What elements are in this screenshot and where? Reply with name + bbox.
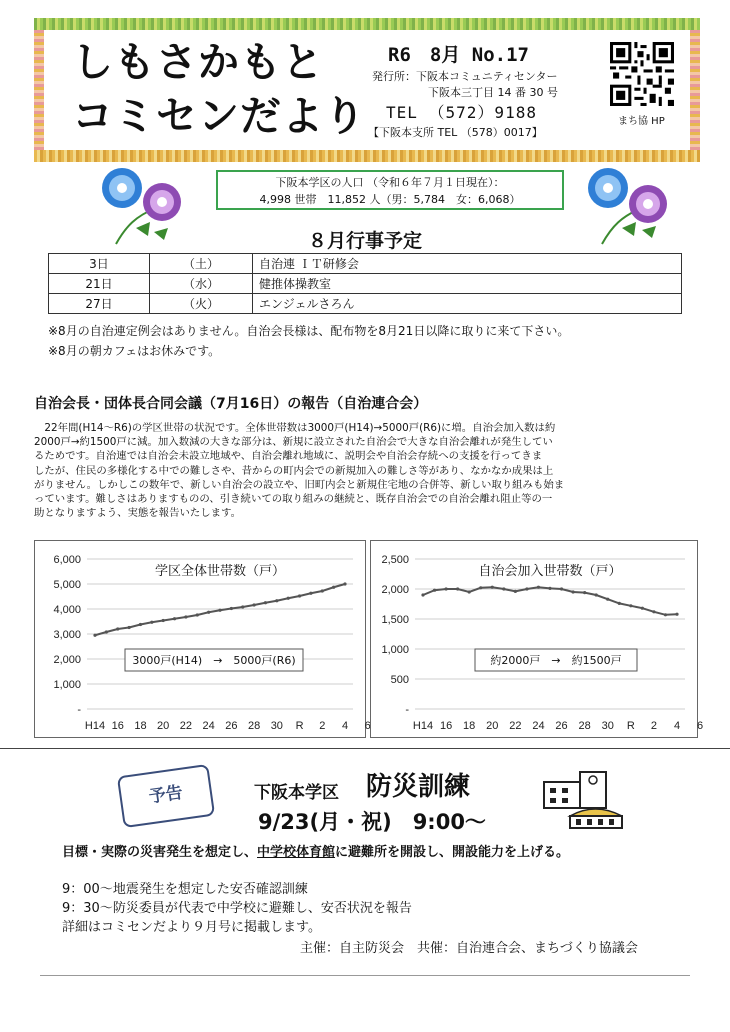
event-day: （水） [150, 274, 253, 294]
y-tick-label: - [405, 704, 409, 716]
report-line: るためです。自治連では自治会未設立地域や、自治会離れ地域に、説明会や自治会存続への支援を行ってきま [34, 450, 543, 463]
x-tick-label: 2 [650, 720, 657, 732]
divider [0, 748, 730, 749]
data-point [218, 609, 221, 612]
report-line: 22年間(H14～R6)の学区世帯の状況です。全体世帯数は3000戸(H14)→5000戸(R6)に増。自治会加入数は約 [34, 422, 556, 434]
data-point [618, 602, 621, 605]
data-point [207, 611, 210, 614]
qr-caption: まち協 HP [618, 116, 665, 127]
report-line: 2000戸→約1500戸に減。加入数減の大きな部分は、新規に設立された自治会で大きな自治会離れが発生してい [34, 436, 553, 449]
data-point [675, 613, 678, 616]
report-line: 助となりますよう、実態を報告いたします。 [34, 507, 241, 520]
annotation-text: 3000戸(H14) → 5000戸(R6) [132, 654, 296, 667]
x-tick-label: 24 [202, 720, 215, 732]
x-tick-label: H14 [412, 720, 434, 732]
goal-venue: 中学校体育館 [257, 845, 336, 860]
event-day: （土） [150, 254, 253, 274]
newsletter-title-line2: コミセンだより [72, 92, 366, 140]
x-tick-label: 4 [341, 720, 349, 732]
data-point [332, 586, 335, 589]
population-box [216, 170, 564, 210]
drill-area: 下阪本学区 [254, 783, 339, 803]
y-tick-label: 6,000 [53, 554, 81, 566]
issue-number: R6 8月 No.17 [388, 44, 529, 66]
data-point [173, 617, 176, 620]
data-point [321, 589, 324, 592]
qr-code-icon[interactable] [610, 42, 674, 106]
data-point [127, 626, 130, 629]
population-line2: 4,998 世帯 11,852 人（男：5,784 女：6,068） [259, 193, 521, 206]
x-tick-label: H14 [84, 720, 106, 732]
table-row [49, 274, 682, 294]
data-point [583, 591, 586, 594]
data-point [595, 593, 598, 596]
x-tick-label: 24 [532, 720, 545, 732]
annotation-text: 約2000戸 → 約1500戸 [490, 654, 622, 667]
y-tick-label: 1,000 [381, 644, 409, 656]
data-point [514, 590, 517, 593]
x-tick-label: 6 [364, 720, 371, 732]
header-border-bottom [34, 150, 700, 162]
data-point [196, 613, 199, 616]
x-tick-label: 22 [509, 720, 522, 732]
data-point [150, 621, 153, 624]
drill-details: 詳細はコミセンだより９月号に掲載します。 [62, 920, 321, 935]
drill-goal [62, 841, 569, 860]
data-point [184, 615, 187, 618]
x-tick-label: 26 [555, 720, 568, 732]
data-point [116, 627, 119, 630]
x-tick-label: 16 [111, 720, 124, 732]
x-tick-label: 26 [225, 720, 238, 732]
address: 下阪本三丁目 14 番 30 号 [428, 86, 558, 99]
x-tick-label: 6 [697, 720, 704, 732]
newsletter-title-line1: しもさかもと [72, 38, 324, 86]
y-tick-label: 500 [390, 674, 409, 686]
drill-sponsor: 主催：自主防災会 共催：自治連合会、まちづくり協議会 [300, 941, 638, 956]
drill-schedule-2: 9：30～防災委員が代表で中学校に避難し、安否状況を報告 [62, 901, 412, 916]
data-point [139, 623, 142, 626]
data-point [456, 587, 459, 590]
events-note-1: ※8月の自治連定例会はありません。自治会長様は、配布物を8月21日以降に取りに来て下さい。 [48, 324, 570, 338]
membership-chart [370, 540, 704, 738]
drill-title: 防災訓練 [366, 772, 471, 802]
x-tick-label: 28 [578, 720, 591, 732]
report-line: がりません。しかしこの数年で、新しい自治会の設立や、旧町内会と新規住宅地の合併等、新しい取り組みも始ま [34, 478, 565, 491]
data-point [264, 601, 267, 604]
data-point [664, 613, 667, 616]
event-name: 健推体操教室 [253, 274, 682, 294]
goal-suffix: に避難所を開設し、開設能力を上げる。 [335, 845, 570, 860]
chart-title: 学区全体世帯数（戸） [154, 564, 286, 579]
y-tick-label: 4,000 [53, 604, 81, 616]
event-date: 3日 [49, 254, 150, 274]
notice-badge: 予告 [117, 764, 215, 828]
header-border-right [690, 30, 700, 150]
event-name: 自治連 ＩＴ研修会 [253, 254, 682, 274]
data-point [641, 607, 644, 610]
data-point [537, 586, 540, 589]
data-point [93, 634, 96, 637]
x-tick-label: 4 [673, 720, 681, 732]
households-chart [34, 540, 371, 738]
events-table [48, 253, 682, 314]
telephone: TEL （572）9188 [386, 103, 537, 122]
y-tick-label: 5,000 [53, 579, 81, 591]
data-point [606, 598, 609, 601]
y-tick-label: 3,000 [53, 629, 81, 641]
x-tick-label: 30 [601, 720, 614, 732]
data-point [560, 587, 563, 590]
x-tick-label: 16 [439, 720, 453, 732]
data-point [571, 590, 574, 593]
school-building-icon [540, 768, 630, 830]
data-point [444, 587, 447, 590]
x-tick-label: 28 [247, 720, 261, 732]
report-body [34, 421, 694, 520]
y-tick-label: 1,000 [53, 679, 81, 691]
data-point [252, 603, 255, 606]
events-title: ８月行事予定 [307, 230, 422, 252]
chart-title: 自治会加入世帯数（戸） [478, 564, 622, 579]
event-date: 27日 [49, 294, 150, 314]
goal-prefix: 目標・実際の災害発生を想定し、 [62, 845, 258, 860]
report-line: したが、住民の多様化する中での難しさや、昔からの町内会での新規加入の難しさ等があり、なかなか成果は上 [34, 464, 554, 477]
events-note-2: ※8月の朝カフェはお休みです。 [48, 344, 221, 358]
data-point [162, 619, 165, 622]
header-border-top [34, 18, 700, 30]
data-point [479, 586, 482, 589]
data-point [491, 586, 494, 589]
x-tick-label: R [295, 720, 304, 732]
data-point [275, 599, 278, 602]
data-point [287, 597, 290, 600]
event-name: エンジェルさろん [253, 294, 682, 314]
report-line: っています。難しさはありますものの、引き続いての取り組みの継続と、既存自治会での自治会離れ阻止等の一 [34, 493, 553, 506]
y-tick-label: 2,000 [53, 654, 81, 666]
data-point [502, 587, 505, 590]
x-tick-label: 18 [134, 720, 147, 732]
x-tick-label: 20 [486, 720, 499, 732]
y-tick-label: 1,500 [381, 614, 409, 626]
data-point [298, 594, 301, 597]
data-point [652, 610, 655, 613]
data-point [525, 587, 528, 590]
y-tick-label: 2,000 [381, 584, 409, 596]
data-point [105, 630, 108, 633]
bottom-divider [40, 975, 690, 976]
x-tick-label: R [626, 720, 635, 732]
data-point [241, 605, 244, 608]
event-day: （火） [150, 294, 253, 314]
series-line [423, 587, 677, 615]
event-date: 21日 [49, 274, 150, 294]
y-tick-label: 2,500 [381, 554, 409, 566]
data-point [629, 604, 632, 607]
data-point [421, 593, 424, 596]
data-point [433, 589, 436, 592]
data-point [468, 590, 471, 593]
population-line1: 下阪本学区の人口 （令和６年７月１日現在）： [275, 176, 505, 189]
x-tick-label: 18 [463, 720, 476, 732]
table-row [49, 294, 682, 314]
drill-datetime: 9/23(月・祝) 9:00～ [258, 810, 486, 834]
report-heading: 自治会長・団体長合同会議（7月16日）の報告（自治連合会） [34, 396, 428, 412]
data-point [548, 587, 551, 590]
drill-schedule-1: 9：00～地震発生を想定した安否確認訓練 [62, 882, 308, 897]
x-tick-label: 2 [319, 720, 326, 732]
data-point [343, 582, 346, 585]
table-row [49, 254, 682, 274]
data-point [309, 592, 312, 595]
x-tick-label: 30 [270, 720, 283, 732]
x-tick-label: 20 [157, 720, 170, 732]
data-point [230, 607, 233, 610]
y-tick-label: - [77, 704, 81, 716]
header-border-left [34, 30, 44, 150]
publisher: 発行所：下阪本コミュニティセンター [372, 70, 558, 83]
branch-telephone: 【下阪本支所 TEL （578）0017】 [368, 126, 543, 139]
x-tick-label: 22 [179, 720, 193, 732]
